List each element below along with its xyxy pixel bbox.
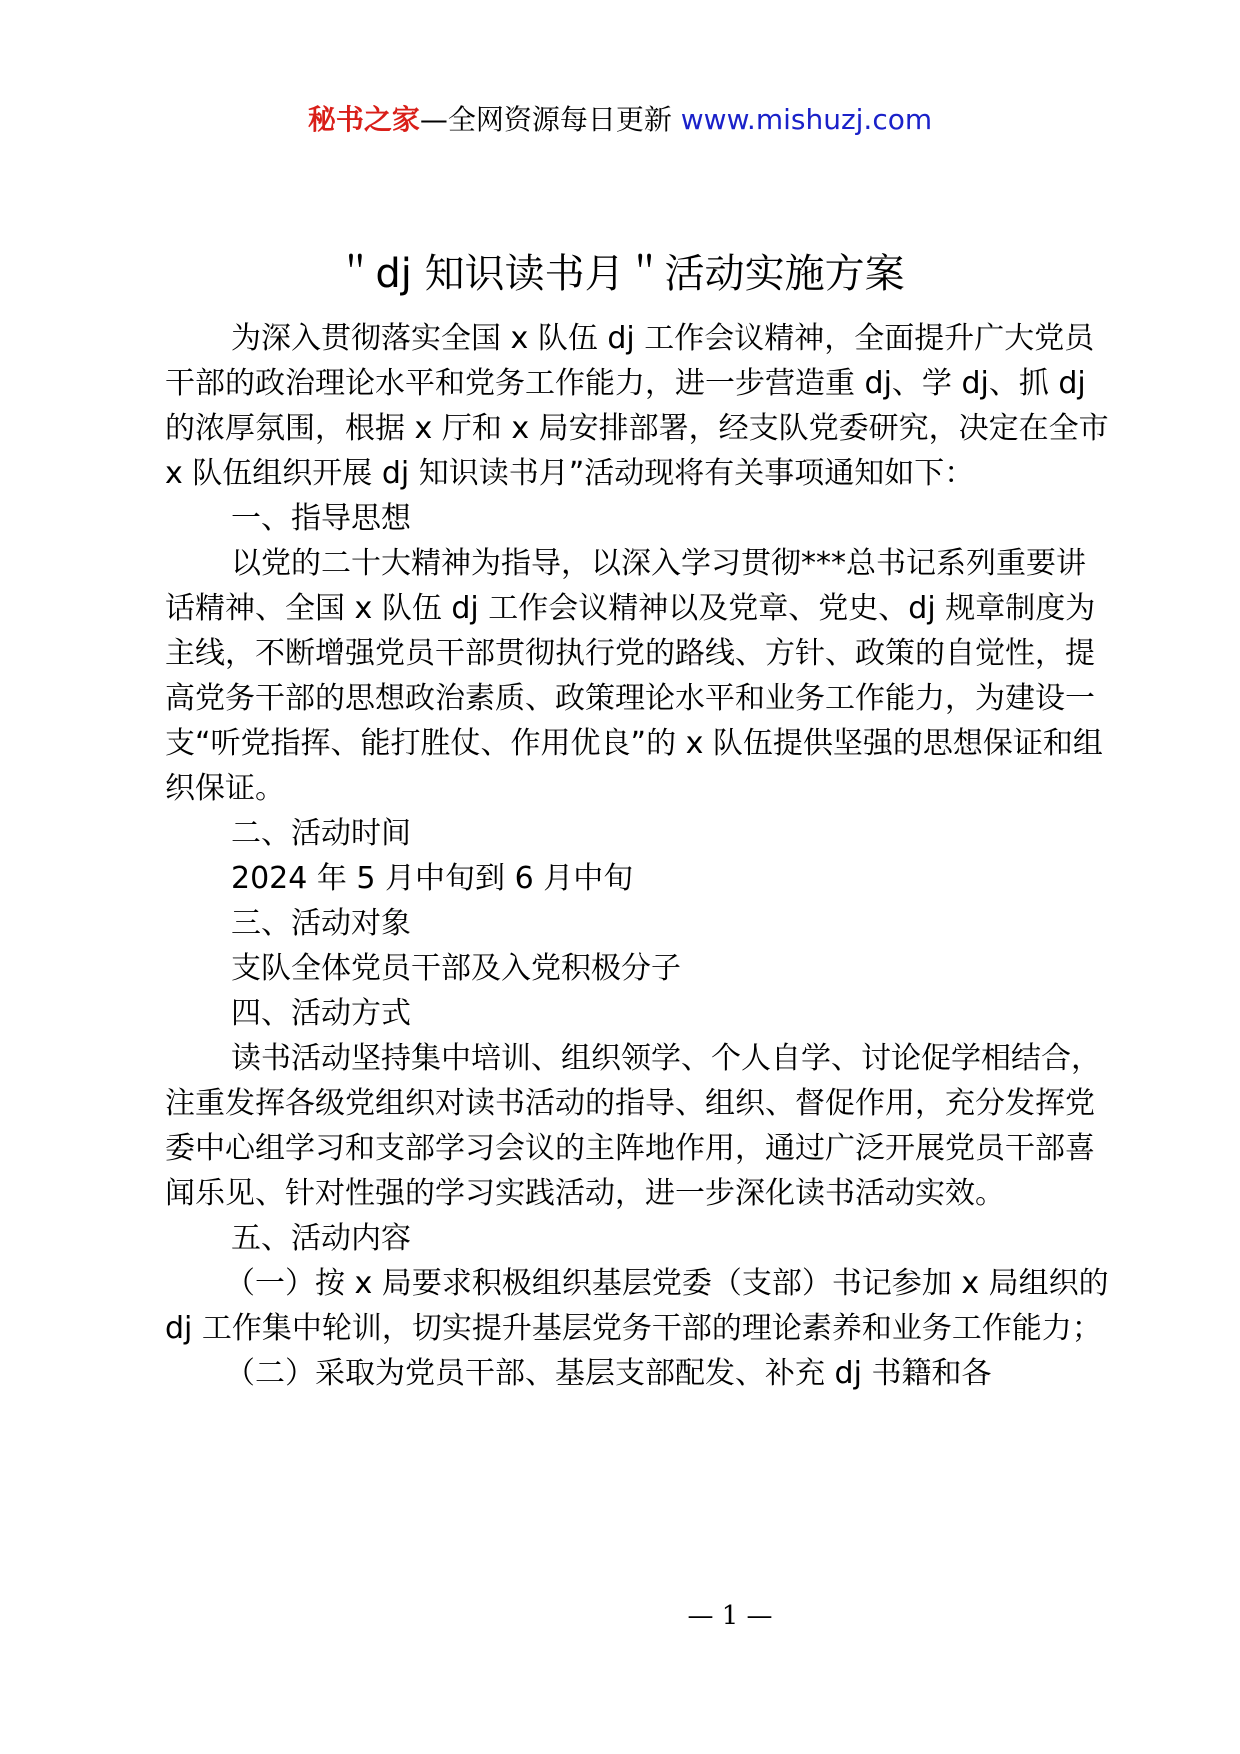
activity-time-paragraph: 2024 年 5 月中旬到 6 月中旬 [231,861,634,896]
section-heading-guiding-ideology: 一、指导思想 [231,501,411,536]
section-heading-activity-content: 五、活动内容 [231,1221,411,1256]
brand-name: 秘书之家 [307,103,420,136]
document-title: ＂dj 知识读书月＂活动实施方案 [335,251,905,297]
page-number: — 1 — [687,1601,773,1631]
site-header [0,100,1240,140]
activity-content-item-1: （一）按 x 局要求积极组织基层党委（支部）书记参加 x 局组织的 dj 工作集中轮训，切实提升基层党务干部的理论素养和业务工作能力； [165,1266,1109,1346]
section-heading-activity-target: 三、活动对象 [231,906,411,941]
header-tagline: —全网资源每日更新 [419,103,681,136]
document-body [165,316,1110,1396]
site-url-link[interactable]: www.mishuzj.com [680,103,933,136]
section-heading-activity-method: 四、活动方式 [231,996,411,1031]
activity-content-item-2: （二）采取为党员干部、基层支部配发、补充 dj 书籍和各 [225,1356,992,1391]
activity-target-paragraph: 支队全体党员干部及入党积极分子 [231,951,681,986]
intro-paragraph: 为深入贯彻落实全国 x 队伍 dj 工作会议精神，全面提升广大党员干部的政治理论水平和党务工作能力，进一步营造重 dj、学 dj、抓 dj 的浓厚氛围，根据 x 厅和 x 局安排部署，经支队党委研究，决定在全市 x 队伍组织开展 dj 知识读书月”活动现将有关事项通知如下： [165,321,1109,491]
guiding-ideology-paragraph: 以党的二十大精神为指导，以深入学习贯彻***总书记系列重要讲话精神、全国 x 队伍 dj 工作会议精神以及党章、党史、dj 规章制度为主线，不断增强党员干部贯彻执行党的路线、方针、政策的自觉性，提高党务干部的思想政治素质、政策理论水平和业务工作能力，为建设一支“听党指挥、能打胜仗、作用优良”的 x 队伍提供坚强的思想保证和组织保证。 [165,546,1103,806]
section-heading-activity-time: 二、活动时间 [231,816,411,851]
activity-method-paragraph: 读书活动坚持集中培训、组织领学、个人自学、讨论促学相结合，注重发挥各级党组织对读书活动的指导、组织、督促作用，充分发挥党委中心组学习和支部学习会议的主阵地作用，通过广泛开展党员干部喜闻乐见、针对性强的学习实践活动，进一步深化读书活动实效。 [165,1041,1101,1211]
